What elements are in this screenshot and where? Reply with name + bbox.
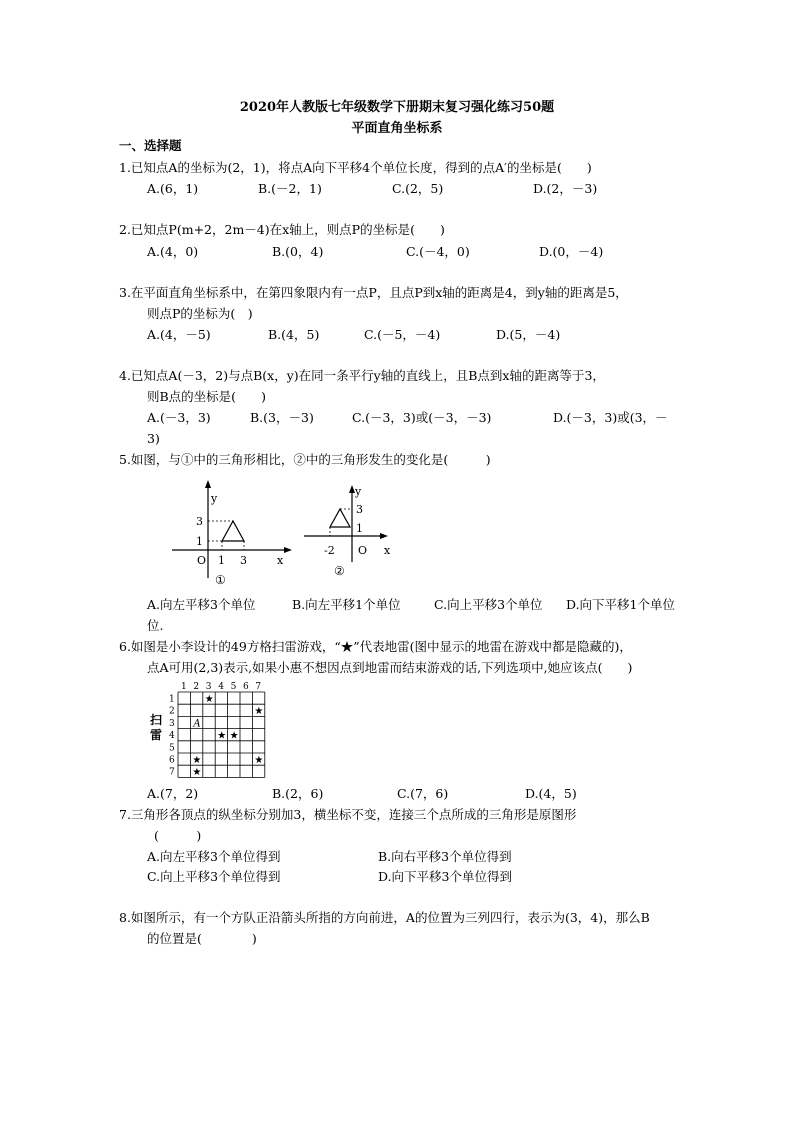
q4-option-d-wrap: 3)	[147, 431, 160, 446]
fig2-triangle	[330, 509, 350, 527]
q4-option-b: B.(3，－3)	[250, 410, 314, 425]
q2-option-b: B.(0，4)	[272, 244, 324, 259]
q4-stem-line1: 4.已知点A(－3，2)与点B(x，y)在同一条平行y轴的直线上，且B点到x轴的距离等于3，	[119, 368, 605, 383]
fig1-tick-3: 3	[196, 515, 203, 528]
mine-star-icon: ★	[192, 755, 202, 766]
fig1-tick-1: 1	[196, 535, 203, 548]
grid-row-label: 2	[169, 706, 175, 717]
fig1-y-arrow	[205, 480, 211, 488]
q7-option-c: C.向上平移3个单位得到	[147, 869, 281, 884]
q6-option-c: C.(7，6)	[397, 786, 449, 801]
fig1-xtick-3: 3	[240, 554, 247, 567]
q4-stem-line2: 则B点的坐标是( )	[147, 389, 266, 404]
fig1-xtick-1: 1	[218, 554, 225, 567]
grid-col-label: 7	[255, 682, 262, 692]
q3-option-a: A.(4，－5)	[147, 327, 211, 342]
fig2-tick-1: 1	[356, 522, 363, 535]
q6-option-d: D.(4，5)	[525, 786, 577, 801]
q5-figure-1	[170, 478, 300, 593]
q2-option-a: A.(4，0)	[147, 244, 199, 259]
q7-stem: 7.三角形各顶点的纵坐标分别加3，横坐标不变，连接三个点所成的三角形是原图形	[119, 807, 577, 822]
grid-col-label: 3	[205, 682, 212, 692]
grid-row-label: 1	[169, 694, 175, 705]
grid-col-label: 1	[181, 682, 187, 692]
q3-stem-line2: 则点P的坐标为( )	[147, 306, 253, 321]
q4-option-d: D.(－3，3)或(3，－	[553, 410, 668, 425]
grid-row-label: 7	[169, 767, 175, 778]
q6-minesweeper-grid	[140, 676, 270, 780]
fig2-x-label: x	[384, 544, 391, 557]
fig1-triangle	[222, 521, 244, 541]
q5-option-c: C.向上平移3个单位	[434, 597, 543, 612]
q5-option-d: D.向下平移1个单位	[566, 597, 676, 612]
q6-stem-line1: 6.如图是小李设计的49方格扫雷游戏，“★”代表地雷(图中显示的地雷在游戏中都是隐藏的)，	[119, 639, 632, 654]
q5-option-b: B.向左平移1个单位	[292, 597, 401, 612]
page-title: 2020年人教版七年级数学下册期末复习强化练习50题	[239, 100, 555, 115]
q2-stem: 2.已知点P(m+2，2m－4)在x轴上，则点P的坐标是( )	[119, 222, 445, 237]
q7-option-b: B.向右平移3个单位得到	[378, 849, 512, 864]
q1-stem: 1.已知点A的坐标为(2，1)，将点A向下平移4个单位长度，得到的点A′的坐标是( )	[119, 160, 592, 175]
grid-col-label: 6	[243, 682, 249, 692]
q3-option-c: C.(－5，－4)	[364, 327, 441, 342]
q5-stem: 5.如图，与①中的三角形相比，②中的三角形发生的变化是( )	[119, 452, 491, 467]
mine-star-icon: ★	[204, 694, 214, 705]
grid-label-lei: 雷	[150, 728, 163, 742]
grid-col-label: 2	[193, 682, 200, 692]
q5-figure-2	[300, 482, 400, 582]
q5-option-d-wrap: 位.	[147, 618, 164, 633]
mine-star-icon: ★	[217, 730, 227, 742]
fig2-origin: O	[358, 544, 368, 557]
grid-row-label: 5	[169, 743, 175, 754]
q1-option-b: B.(－2，1)	[258, 181, 322, 196]
point-a-marker: A	[193, 718, 201, 730]
mine-star-icon: ★	[192, 767, 202, 779]
mine-star-icon: ★	[229, 730, 239, 742]
grid-row-label: 4	[169, 731, 175, 742]
q4-option-c: C.(－3，3)或(－3，－3)	[352, 410, 492, 425]
q4-option-a: A.(－3，3)	[147, 410, 211, 425]
fig1-y-label: y	[211, 492, 218, 505]
fig1-caption: ①	[215, 573, 226, 587]
q1-option-c: C.(2，5)	[392, 181, 444, 196]
mine-star-icon: ★	[254, 706, 264, 718]
fig2-y-label: y	[355, 485, 362, 498]
q3-stem-line1: 3.在平面直角坐标系中，在第四象限内有一点P，且点P到x轴的距离是4，到y轴的距离是5，	[119, 285, 628, 300]
fig2-xtick-minus2: -2	[324, 544, 335, 557]
q6-option-b: B.(2，6)	[272, 786, 324, 801]
grid-label-sao: 扫	[150, 713, 163, 727]
q7-option-a: A.向左平移3个单位得到	[147, 849, 281, 864]
fig2-caption: ②	[334, 564, 345, 578]
q3-option-b: B.(4，5)	[268, 327, 320, 342]
fig2-tick-3: 3	[356, 503, 363, 516]
fig1-origin: O	[197, 554, 207, 567]
grid-col-label: 4	[218, 682, 224, 692]
q1-option-d: D.(2，－3)	[533, 181, 598, 196]
q3-option-d: D.(5，－4)	[496, 327, 561, 342]
page-subtitle: 平面直角坐标系	[351, 121, 443, 136]
grid-row-label: 6	[169, 755, 175, 766]
q8-stem-line2: 的位置是( )	[147, 931, 257, 946]
fig1-x-label: x	[277, 554, 284, 567]
q7-paren: ( )	[154, 828, 202, 843]
q5-option-a: A.向左平移3个单位	[147, 597, 256, 612]
fig2-x-arrow	[380, 533, 388, 539]
section-heading: 一、选择题	[119, 138, 182, 153]
q7-option-d: D.向下平移3个单位得到	[378, 869, 513, 884]
q6-stem-line2: 点A可用(2,3)表示,如果小惠不想因点到地雷而结束游戏的话,下列选项中,她应该点( )	[147, 660, 633, 675]
fig1-x-arrow	[284, 547, 292, 553]
q8-stem-line1: 8.如图所示，有一个方队正沿箭头所指的方向前进，A的位置为三列四行，表示为(3，4)，那么B	[119, 910, 650, 925]
q2-option-d: D.(0，－4)	[539, 244, 604, 259]
grid-row-label: 3	[169, 718, 175, 729]
grid-col-label: 5	[230, 682, 237, 692]
q1-option-a: A.(6，1)	[147, 181, 199, 196]
mine-star-icon: ★	[254, 755, 264, 766]
q2-option-c: C.(－4，0)	[406, 244, 470, 259]
q6-option-a: A.(7，2)	[147, 786, 199, 801]
